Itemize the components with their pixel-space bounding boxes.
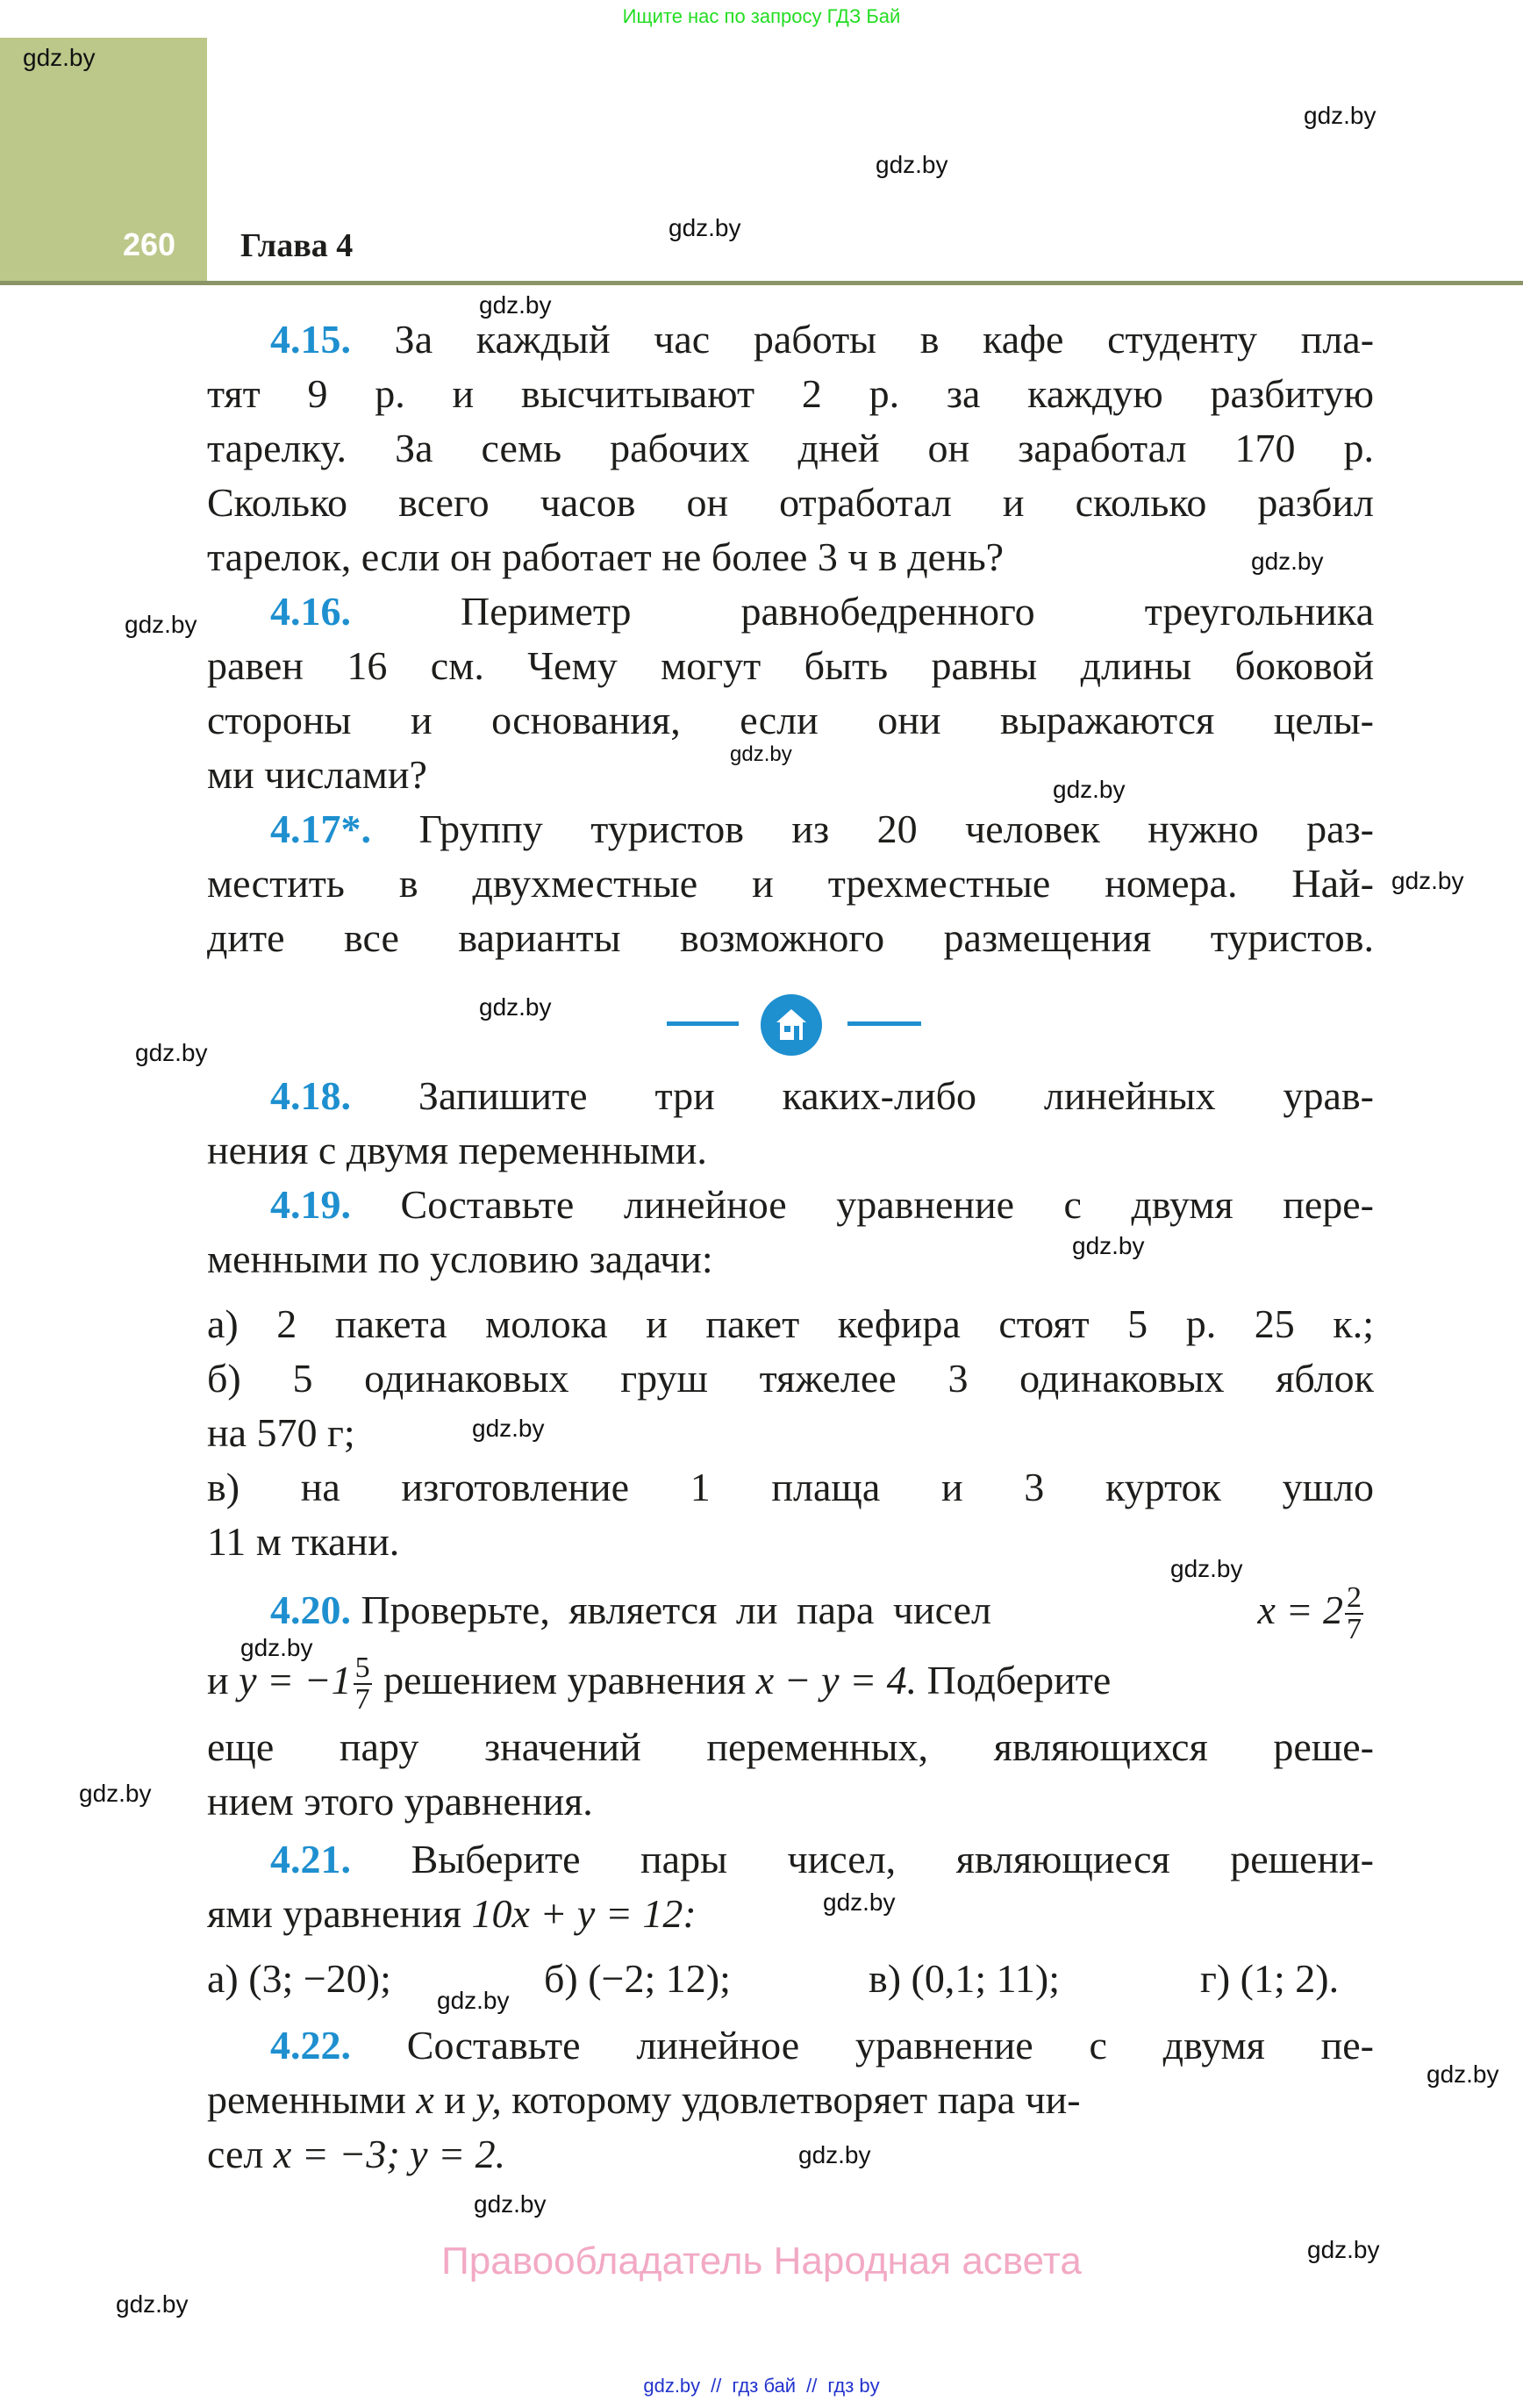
problem-text: Сколько всего часов он отработал и сколько разбил bbox=[207, 480, 1374, 525]
answer-option: а) (3; −20); bbox=[207, 1956, 391, 2001]
problem-text: Составьте линейное уравнение с двумя пе- bbox=[406, 2023, 1374, 2068]
sub-item: 11 м ткани. bbox=[207, 1519, 400, 1564]
problem-number: 4.16. bbox=[270, 589, 351, 634]
watermark: gdz.by bbox=[669, 214, 741, 241]
answer-options bbox=[207, 1952, 1374, 2006]
watermark: gdz.by bbox=[125, 611, 197, 638]
answer-option: г) (1; 2). bbox=[1200, 1956, 1340, 2001]
problem-number: 4.22. bbox=[270, 2023, 351, 2068]
watermark: gdz.by bbox=[135, 1039, 208, 1066]
watermark: gdz.by bbox=[876, 151, 948, 178]
problem-number: 4.15. bbox=[270, 317, 351, 362]
separator-line bbox=[847, 1021, 921, 1026]
copyright-notice: Правообладатель Народная асвета bbox=[441, 2240, 1082, 2283]
house-icon bbox=[761, 994, 822, 1056]
fraction: $\frac{2}{7}$ bbox=[1347, 1581, 1362, 1646]
watermark: gdz.by bbox=[1307, 2236, 1380, 2263]
problem-number: 4.21. bbox=[270, 1837, 351, 1881]
math-expression: y = −1 bbox=[239, 1658, 352, 1702]
fraction: $\frac{5}{7}$ bbox=[354, 1652, 370, 1716]
chapter-title: Глава 4 bbox=[240, 227, 354, 264]
answer-option: в) (0,1; 11); bbox=[869, 1956, 1061, 2001]
problem-number: 4.20. bbox=[270, 1587, 351, 1632]
problem-text: Запишите три каких-либо линейных урав- bbox=[418, 1073, 1374, 1118]
sub-item: в) на изготовление 1 плаща и 3 курток ушло bbox=[207, 1465, 1374, 1509]
footer-link-gdz-by-cyr[interactable]: гдз by bbox=[827, 2375, 880, 2397]
watermark: gdz.by bbox=[474, 2190, 547, 2218]
problem-number: 4.18. bbox=[270, 1073, 351, 1118]
footer-links bbox=[0, 2375, 1523, 2397]
problem-text: Проверьте, является ли пара чисел bbox=[361, 1587, 991, 1632]
answer-option: б) (−2; 12); bbox=[544, 1956, 731, 2001]
watermark: gdz.by bbox=[1072, 1232, 1145, 1259]
watermark: gdz.by bbox=[823, 1888, 896, 1916]
problem-text: равен 16 см. Чему могут быть равны длины боковой bbox=[207, 643, 1374, 688]
problem-text: ями уравнения bbox=[207, 1891, 461, 1936]
problem-text: еще пару значений переменных, являющихся реше- bbox=[207, 1724, 1374, 1769]
watermark: gdz.by bbox=[479, 291, 552, 319]
top-banner: Ищите нас по запросу ГДЗ Бай bbox=[622, 5, 901, 27]
watermark: gdz.by bbox=[79, 1780, 152, 1807]
sub-item: б) 5 одинаковых груш тяжелее 3 одинаковых яблок bbox=[207, 1356, 1374, 1401]
problem-text: местить в двухместные и трехместные номера. Най- bbox=[207, 861, 1374, 906]
problem-text: тарелку. За семь рабочих дней он заработал 170 р. bbox=[207, 426, 1374, 470]
watermark: gdz.by bbox=[1053, 776, 1126, 803]
separator: // bbox=[711, 2375, 722, 2397]
math-expression: x − y = 4. bbox=[755, 1658, 918, 1702]
problem-text: нения с двумя переменными. bbox=[207, 1128, 707, 1172]
homework-section-separator bbox=[667, 992, 921, 1053]
problem-text: ми числами? bbox=[207, 752, 427, 797]
math-expression: x = 2 bbox=[1257, 1587, 1343, 1632]
problem-text: тарелок, если он работает не более 3 ч в день? bbox=[207, 534, 1005, 579]
separator-line bbox=[667, 1021, 739, 1026]
page-side-block bbox=[0, 38, 207, 282]
math-expression: x = −3; y = 2. bbox=[273, 2132, 506, 2176]
watermark: gdz.by bbox=[437, 1987, 510, 2014]
watermark: gdz.by bbox=[1391, 867, 1464, 894]
watermark: gdz.by bbox=[1251, 548, 1324, 575]
problem-text: стороны и основания, если они выражаются целы- bbox=[207, 698, 1374, 742]
page-number: 260 bbox=[123, 226, 176, 262]
math-expression: 10x + y = 12: bbox=[471, 1891, 697, 1936]
watermark: gdz.by bbox=[1304, 102, 1376, 129]
watermark: gdz.by bbox=[1170, 1555, 1243, 1582]
watermark: gdz.by bbox=[730, 742, 792, 766]
footer-link-gdz-by[interactable]: gdz.by bbox=[643, 2375, 701, 2397]
problem-text: Группу туристов из 20 человек нужно раз- bbox=[418, 806, 1375, 851]
problem-text: тят 9 р. и высчитывают 2 р. за каждую разбитую bbox=[207, 371, 1374, 416]
watermark: gdz.by bbox=[479, 993, 552, 1021]
header-divider bbox=[0, 281, 1523, 285]
problem-text: За каждый час работы в кафе студенту пла- bbox=[394, 317, 1375, 362]
problem-text: менными по условию задачи: bbox=[207, 1236, 713, 1281]
sub-item: на 570 г; bbox=[207, 1410, 355, 1455]
problem-text: Составьте линейное уравнение с двумя пере- bbox=[400, 1182, 1374, 1227]
watermark: gdz.by bbox=[23, 44, 96, 71]
problem-text: нием этого уравнения. bbox=[207, 1779, 593, 1824]
problem-text: Выберите пары чисел, являющиеся решени- bbox=[411, 1837, 1375, 1881]
watermark: gdz.by bbox=[240, 1634, 313, 1661]
watermark: gdz.by bbox=[472, 1415, 545, 1442]
problem-number: 4.17*. bbox=[270, 806, 371, 851]
watermark: gdz.by bbox=[116, 2290, 189, 2318]
problem-text: Периметр равнобедренного треугольника bbox=[461, 589, 1375, 634]
watermark: gdz.by bbox=[1426, 2060, 1499, 2088]
footer-link-gdz-bai[interactable]: гдз бай bbox=[732, 2375, 797, 2397]
sub-item: а) 2 пакета молока и пакет кефира стоят 5 р. 25 к.; bbox=[207, 1301, 1374, 1346]
watermark: gdz.by bbox=[798, 2141, 871, 2168]
problem-number: 4.19. bbox=[270, 1182, 351, 1227]
problem-text: дите все варианты возможного размещения туристов. bbox=[207, 915, 1374, 960]
separator: // bbox=[806, 2375, 818, 2397]
